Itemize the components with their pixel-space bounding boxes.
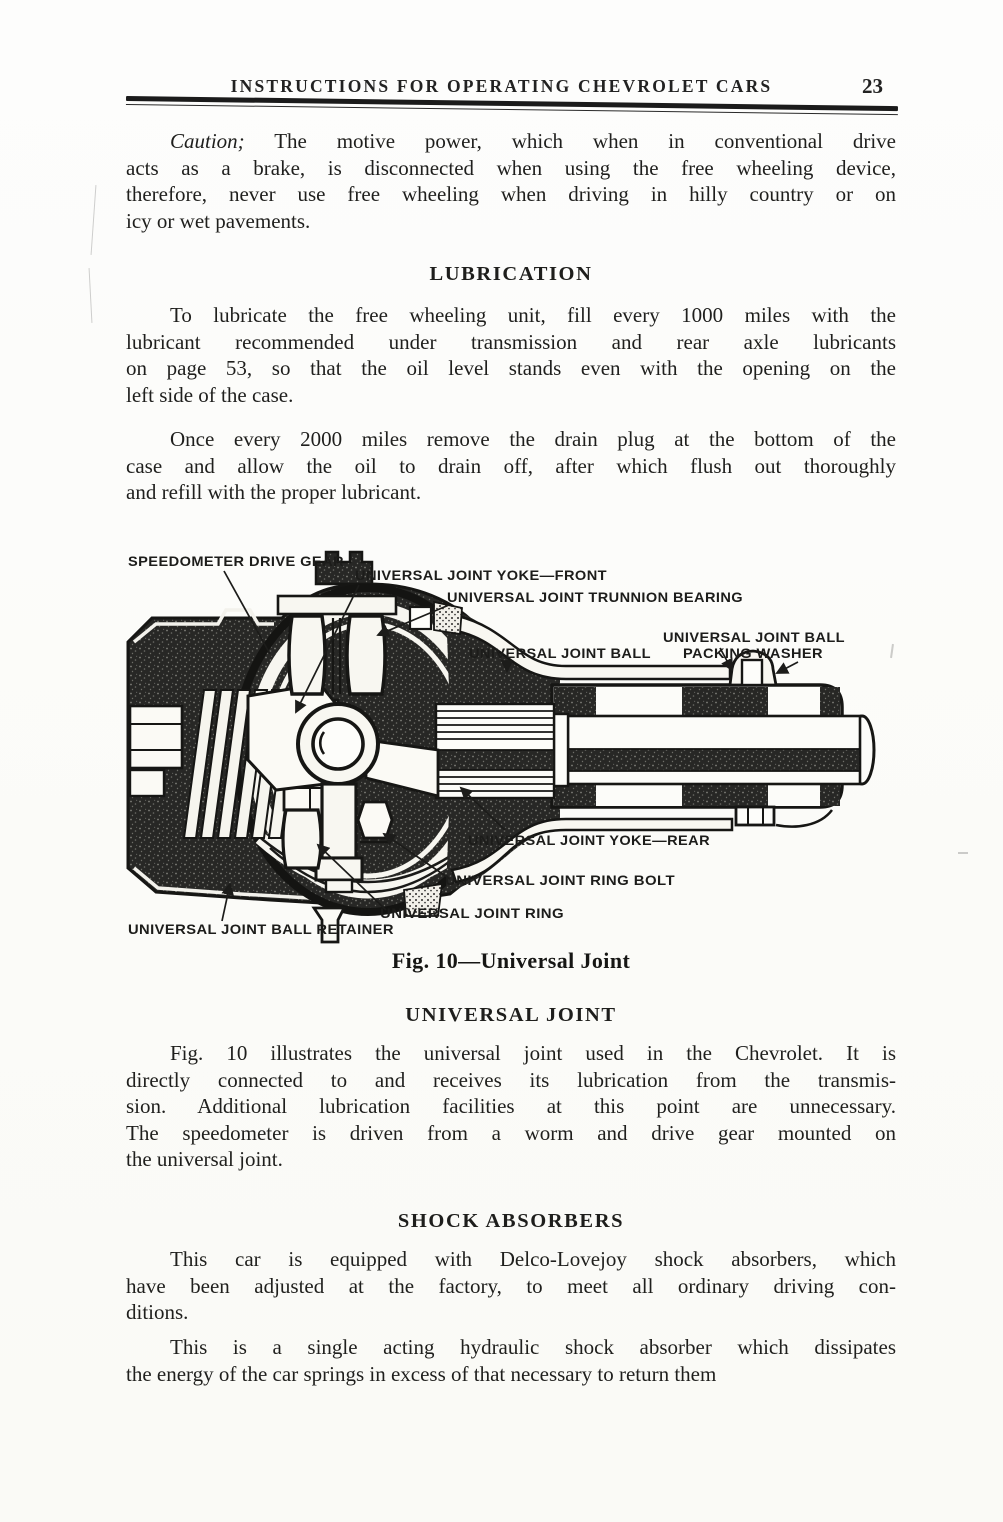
ring-bolt (358, 802, 392, 838)
label-trunnion-bearing: UNIVERSAL JOINT TRUNNION BEARING (447, 589, 743, 605)
caution-lead: Caution; (170, 129, 245, 153)
lubrication-paragraph-1 (126, 302, 896, 408)
yoke-stem (322, 784, 356, 858)
trunnion-bearing-lower (283, 810, 321, 868)
text-line: ditions. (126, 1300, 189, 1325)
text-line: on page 53, so that the oil level stands even with the opening on the (126, 356, 896, 381)
label-yoke-rear: UNIVERSAL JOINT YOKE—REAR (468, 832, 710, 848)
text-line: therefore, never use free wheeling when driving in hilly country or on (126, 182, 896, 207)
header-rule (126, 96, 898, 115)
text-line: Once every 2000 miles remove the drain plug at the bottom of the (170, 427, 896, 451)
section-heading-shock-absorbers: SHOCK ABSORBERS (397, 1210, 625, 1232)
text-line: lubricant recommended under transmission and rear axle lubricants (126, 329, 896, 354)
scan-fleck (958, 852, 968, 854)
section-heading-universal-joint: UNIVERSAL JOINT (405, 1004, 617, 1026)
label-ball: UNIVERSAL JOINT BALL (469, 645, 652, 661)
text-line: Fig. 10 illustrates the universal joint used in the Chevrolet. It is (170, 1041, 896, 1065)
text-line: sion. Additional lubrication facilities at this point are unnecessary. (126, 1094, 896, 1119)
trunnion-bearing-right (347, 616, 385, 694)
shock-absorbers-paragraph-1 (126, 1246, 896, 1326)
text-line: Caution; The motive power, which when in conventional drive (170, 129, 896, 153)
text-line: To lubricate the free wheeling unit, fill every 1000 miles with the (170, 303, 896, 327)
text-line: acts as a brake, is disconnected when using the free wheeling device, (126, 155, 896, 180)
label-yoke-front: UNIVERSAL JOINT YOKE—FRONT (355, 567, 608, 583)
shock-absorbers-paragraph-2 (126, 1334, 896, 1387)
text-line: case and allow the oil to drain off, after which flush out thoroughly (126, 453, 896, 478)
label-packing-washer-line1: UNIVERSAL JOINT BALL (663, 629, 846, 645)
universal-joint-paragraph (126, 1040, 896, 1173)
text-line: This car is equipped with Delco-Lovejoy shock absorbers, which (170, 1247, 896, 1271)
text-line: This is a single acting hydraulic shock absorber which dissipates (170, 1335, 896, 1359)
section-heading-lubrication: LUBRICATION (429, 263, 593, 285)
lubrication-paragraph-2 (126, 426, 896, 506)
trunnion-bearing-left (289, 616, 325, 694)
text-line: left side of the case. (126, 382, 294, 407)
page-number: 23 (862, 74, 883, 98)
caution-paragraph (126, 128, 896, 234)
scan-scratch (91, 185, 97, 255)
label-packing-washer-line2: PACKING WASHER (683, 645, 823, 661)
label-ring-bolt: UNIVERSAL JOINT RING BOLT (445, 872, 676, 888)
text-line: directly connected to and receives its lubrication from the transmis- (126, 1067, 896, 1092)
text-line: the energy of the car springs in excess of that necessary to return them (126, 1361, 717, 1386)
label-ball-retainer: UNIVERSAL JOINT BALL RETAINER (128, 921, 394, 937)
figure-universal-joint-diagram (120, 538, 900, 948)
running-head-title: INSTRUCTIONS FOR OPERATING CHEVROLET CARS (230, 76, 773, 96)
text-line: icy or wet pavements. (126, 208, 311, 233)
text-line: and refill with the proper lubricant. (126, 480, 422, 505)
propeller-shaft (436, 704, 874, 798)
text-line: have been adjusted at the factory, to meet all ordinary driving con- (126, 1273, 896, 1298)
text-line: The speedometer is driven from a worm and drive gear mounted on (126, 1120, 896, 1145)
scan-scratch (89, 268, 93, 323)
label-ring: UNIVERSAL JOINT RING (380, 905, 564, 921)
text-line: the universal joint. (126, 1147, 283, 1172)
label-speedometer-drive-gear: SPEEDOMETER DRIVE GEAR (128, 553, 344, 569)
splined-shaft (436, 704, 554, 798)
tube-bracket (736, 807, 774, 825)
figure-caption: Fig. 10—Universal Joint (391, 948, 631, 973)
